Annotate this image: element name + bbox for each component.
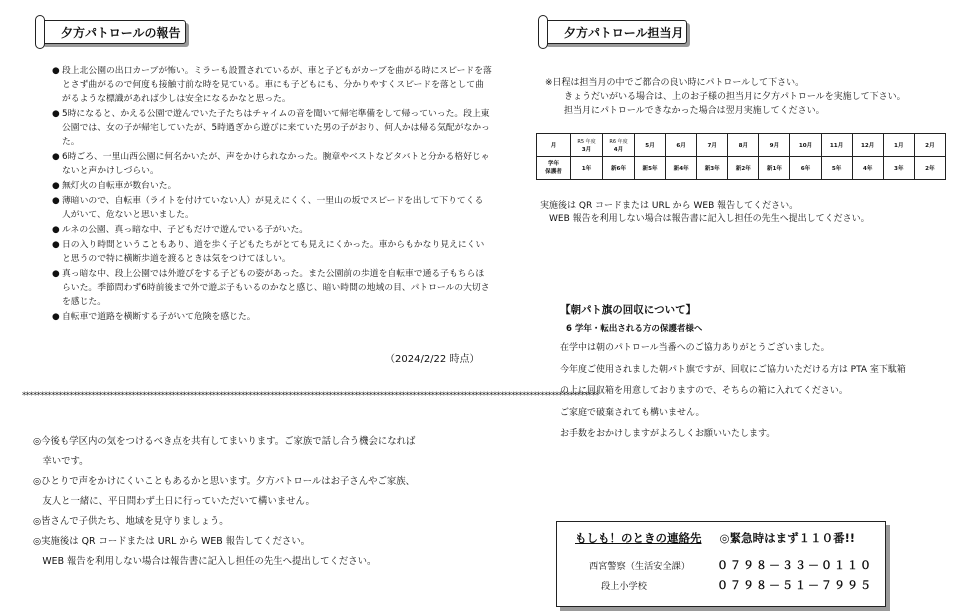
table-cell: 新2年 bbox=[728, 157, 759, 180]
report-item bbox=[52, 223, 492, 237]
contact-title: もしも！のときの連絡先 bbox=[575, 531, 702, 545]
bullet-icon: ● bbox=[52, 66, 60, 76]
report-item-text: ルネの公園、真っ暗な中、子どもだけで遊んでいる子がいた。 bbox=[62, 225, 309, 235]
report-item-text: 日の入り時間ということもあり、道を歩く子どもたちがとても見えにくかった。車からもかなり見えにくいと思うので特に横断歩道を渡るときは気をつけてほしい。 bbox=[62, 240, 485, 264]
flag-collection-section bbox=[560, 300, 906, 446]
table-cell: 2月 bbox=[914, 134, 945, 157]
table-cell: 7月 bbox=[697, 134, 728, 157]
bullet-icon: ● bbox=[52, 181, 60, 191]
table-cell: 12月 bbox=[852, 134, 883, 157]
month-label: 3月 bbox=[581, 146, 592, 153]
flag-heading: 【朝パト旗の回収について】 bbox=[560, 304, 697, 316]
table-cell: 11月 bbox=[821, 134, 852, 157]
qr-notes bbox=[540, 200, 870, 226]
bullet-icon: ● bbox=[52, 196, 60, 206]
note-line: ◎実施後は QR コードまたは URL から WEB 報告してください。 bbox=[33, 536, 311, 547]
table-cell: 9月 bbox=[759, 134, 790, 157]
month-note-line: 担当月にパトロールできなかった場合は翌月実施してください。 bbox=[555, 106, 825, 116]
table-cell-label: 月 bbox=[537, 134, 571, 157]
table-cell: 2年 bbox=[914, 157, 945, 180]
qr-note-line: 実施後は QR コードまたは URL から WEB 報告してください。 bbox=[540, 201, 799, 211]
flag-line: ご家庭で破棄されても構いません。 bbox=[560, 407, 705, 418]
report-heading-banner bbox=[40, 20, 186, 44]
table-cell: 3年 bbox=[883, 157, 914, 180]
report-item-text: 真っ暗な中、段上公園では外遊びをする子どもの姿があった。また公園前の歩道を自転車で通る子もちらほらいた。季節問わず6時前後まで外で遊ぶ子もいるのかなと感じ、暗い時間の地域の目、パトロールの大切さを感じた。 bbox=[62, 269, 490, 307]
table-cell: 新1年 bbox=[759, 157, 790, 180]
table-cell: 8月 bbox=[728, 134, 759, 157]
qr-note-line: WEB 報告を利用しない場合は報告書に記入し担任の先生へ提出してください。 bbox=[540, 214, 870, 224]
bullet-icon: ● bbox=[52, 240, 60, 250]
report-item bbox=[52, 179, 492, 193]
report-item bbox=[52, 267, 492, 309]
table-cell: 1月 bbox=[883, 134, 914, 157]
emergency-note: ◎緊急時はまず１１０番!! bbox=[719, 531, 856, 545]
report-item bbox=[52, 150, 492, 178]
report-item-text: 薄暗いので、自転車（ライトを付けていない人）が見えにくく、一里山の坂でスピードを出して下りてくる人がいて、危ないと思いました。 bbox=[62, 196, 484, 220]
table-cell: 6月 bbox=[666, 134, 697, 157]
contact-title-row bbox=[575, 530, 855, 546]
month-label: 4月 bbox=[613, 146, 624, 153]
month-heading: 夕方パトロール担当月 bbox=[564, 26, 684, 40]
report-item-text: 5時になると、かえる公園で遊んでいた子たちはチャイムの音を聞いて帰宅準備をして帰っていった。段上東公園では、女の子が帰宅していたが、5時過ぎから遊びに来ていた男の子がおり、何人かは帰る気配がなかった。 bbox=[62, 109, 490, 147]
report-item-text: 6時ごろ、一里山西公園に何名かいたが、声をかけられなかった。腕章やベストなどタバトと分かる格好じゃないと声かけしづらい。 bbox=[62, 152, 490, 176]
flag-line: 在学中は朝のパトロール当番へのご協力ありがとうございました。 bbox=[560, 343, 830, 353]
table-row bbox=[537, 157, 946, 180]
report-item bbox=[52, 107, 492, 149]
report-item-text: 自転車で道路を横断する子がいて危険を感じた。 bbox=[62, 312, 256, 322]
table-cell: 1年 bbox=[571, 157, 603, 180]
report-list bbox=[52, 64, 492, 325]
month-note-line: ※日程は担当月の中でご都合の良い時にパトロールして下さい。 bbox=[545, 78, 805, 88]
flag-subheading: 6 学年・転出される方の保護者様へ bbox=[566, 324, 703, 334]
table-cell: 4年 bbox=[852, 157, 883, 180]
table-cell bbox=[571, 134, 603, 157]
emergency-contact-box bbox=[556, 521, 886, 607]
left-notes bbox=[33, 432, 503, 572]
bullet-icon: ● bbox=[52, 109, 60, 119]
contact-phone: ０７９８－５１－７９９５ bbox=[717, 579, 873, 592]
report-item bbox=[52, 238, 492, 266]
separator-line: ************************************************************************************************************************************************************** bbox=[22, 391, 599, 401]
flag-line: お手数をおかけしますがよろしくお願いいたします。 bbox=[560, 429, 776, 439]
flag-line: 今年度ご使用されました朝パト旗ですが、回収にご協力いただける方は PTA 室下駄箱 bbox=[560, 364, 906, 375]
schedule-table bbox=[536, 133, 946, 180]
report-heading: 夕方パトロールの報告 bbox=[61, 26, 181, 40]
bullet-icon: ● bbox=[52, 225, 60, 235]
flag-line: の上に回収箱を用意しておりますので、そちらの箱に入れてください。 bbox=[560, 386, 848, 396]
note-line: 友人と一緒に、平日問わず土日に行っていただいて構いません。 bbox=[33, 496, 315, 507]
table-cell-label: 学年 保護者 bbox=[537, 157, 571, 180]
bullet-icon: ● bbox=[52, 152, 60, 162]
month-notes bbox=[545, 76, 906, 118]
bullet-icon: ● bbox=[52, 312, 60, 322]
table-row bbox=[537, 134, 946, 157]
table-cell: 新6年 bbox=[603, 157, 635, 180]
note-line: ◎今後も学区内の気をつけるべき点を共有してまいります。ご家族で話し合う機会になれば bbox=[33, 436, 416, 447]
table-cell: 5年 bbox=[821, 157, 852, 180]
table-cell: 新5年 bbox=[635, 157, 666, 180]
report-item-text: 段上北公園の出口カーブが怖い。ミラーも設置されているが、車と子どもがカーブを曲がる時にスピードを落とさず曲がるので何度も接触寸前な時を見ている。車にも子どもにも、分かりやすくスピードを落として曲がるような標識があれば少しは安全になるかなと思った。 bbox=[62, 66, 492, 104]
scroll-curl-decoration bbox=[538, 15, 548, 49]
note-line: ◎皆さんで子供たち、地域を見守りましょう。 bbox=[33, 516, 229, 527]
bullet-icon: ● bbox=[52, 269, 60, 279]
note-line: ◎ひとりで声をかけにくいこともあるかと思います。夕方パトロールはお子さんやご家族、 bbox=[33, 476, 416, 487]
month-note-line: きょうだいがいる場合は、上のお子様の担当月に夕方パトロールを実施して下さい。 bbox=[555, 92, 906, 102]
table-cell bbox=[603, 134, 635, 157]
month-heading-banner bbox=[543, 20, 687, 44]
table-cell: 6年 bbox=[790, 157, 821, 180]
report-item bbox=[52, 64, 492, 106]
note-line: 幸いです。 bbox=[33, 456, 89, 467]
scroll-curl-decoration bbox=[35, 15, 45, 49]
report-date: （2024/2/22 時点） bbox=[385, 354, 480, 365]
fiscal-year-label: R6 年度 bbox=[609, 138, 628, 145]
contact-name: 西宮警察（生活安全課） bbox=[589, 561, 691, 572]
table-cell: 10月 bbox=[790, 134, 821, 157]
table-cell: 5月 bbox=[635, 134, 666, 157]
note-line: WEB 報告を利用しない場合は報告書に記入し担任の先生へ提出してください。 bbox=[33, 556, 377, 567]
contact-name: 段上小学校 bbox=[601, 581, 647, 592]
report-item bbox=[52, 194, 492, 222]
report-item-text: 無灯火の自転車が数台いた。 bbox=[62, 181, 177, 191]
table-cell: 新3年 bbox=[697, 157, 728, 180]
contact-phone: ０７９８－３３－０１１０ bbox=[717, 559, 873, 572]
report-item bbox=[52, 310, 492, 324]
fiscal-year-label: R5 年度 bbox=[577, 138, 596, 145]
table-cell: 新4年 bbox=[666, 157, 697, 180]
